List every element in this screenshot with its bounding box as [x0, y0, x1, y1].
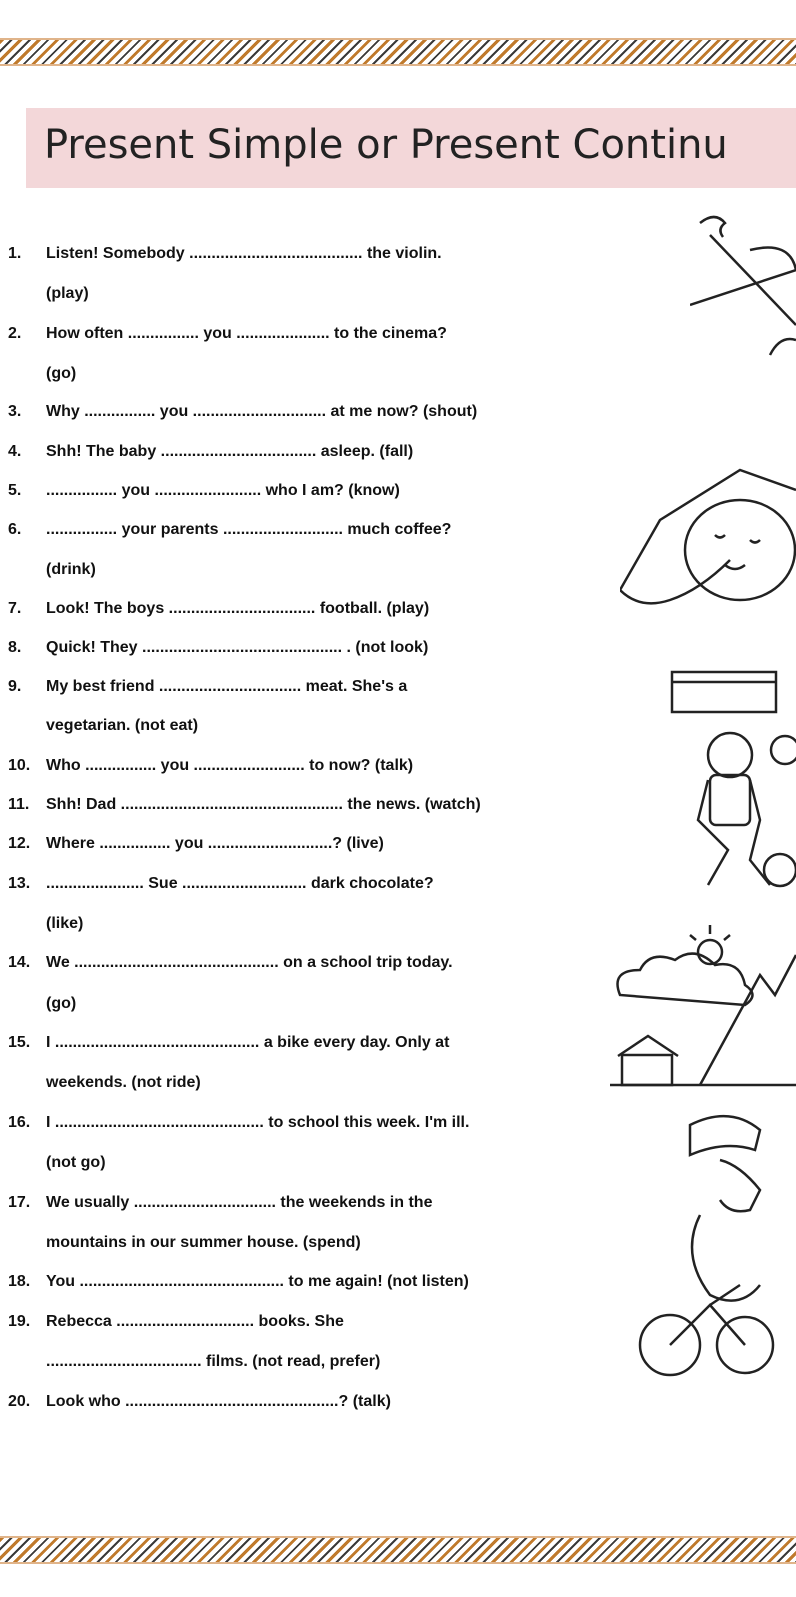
exercise-item [8, 793, 481, 817]
football-boys-illustration [670, 670, 796, 900]
item-number: 2. [8, 325, 22, 342]
item-text: I [46, 1034, 55, 1051]
item-number: 14. [8, 954, 31, 971]
item-number: 8. [8, 639, 22, 656]
exercise-item [8, 440, 413, 464]
sleeping-baby-illustration [620, 440, 796, 650]
exercise-item [8, 597, 429, 621]
violin-illustration [690, 205, 796, 375]
exercise-item [8, 1390, 391, 1414]
item-continuation: vegetarian. (not eat) [46, 717, 199, 734]
item-number: 3. [8, 403, 22, 420]
decorative-border-bottom [0, 1536, 796, 1564]
item-continuation: (play) [46, 285, 89, 302]
item-text: ................ you ......................... to now? (talk) [85, 757, 414, 774]
item-number: 1. [8, 245, 22, 262]
exercise-item [8, 754, 413, 778]
item-text: Look! The boys [46, 600, 169, 617]
item-text: ............................ dark chocolate? [182, 875, 434, 892]
exercise-item [8, 1310, 344, 1334]
item-text: ................ you .............................. at me now? (shout) [84, 403, 478, 420]
exercise-item [8, 1031, 449, 1055]
item-number: 19. [8, 1313, 31, 1330]
item-text: You [46, 1273, 80, 1290]
item-number: 6. [8, 521, 22, 538]
exercise-item [8, 322, 447, 346]
item-number: 17. [8, 1194, 31, 1211]
exercise-item [8, 1111, 469, 1135]
item-text: .............................................. on a school trip today. [74, 954, 453, 971]
exercise-item [8, 242, 442, 266]
exercise-item [8, 1191, 432, 1215]
mountain-trip-illustration [610, 920, 796, 1090]
item-text: ................ your parents [46, 521, 223, 538]
item-text: ................................ the weekends in the [133, 1194, 433, 1211]
exercise-item [8, 400, 477, 424]
exercise-item [8, 636, 428, 660]
item-text: Listen! Somebody [46, 245, 190, 262]
item-text: ............................................. . (not look) [142, 639, 429, 656]
item-text: Look who [46, 1393, 126, 1410]
item-number: 20. [8, 1393, 31, 1410]
decorative-border-top [0, 38, 796, 66]
item-text: ...................... Sue [46, 875, 183, 892]
item-continuation: weekends. (not ride) [46, 1074, 201, 1091]
item-text: How often [46, 325, 128, 342]
exercise-item [8, 1270, 469, 1294]
item-number: 12. [8, 835, 31, 852]
item-text: We [46, 954, 75, 971]
item-text: Shh! Dad [46, 796, 121, 813]
item-text: .................................................. the news. (watch) [120, 796, 481, 813]
item-text: ................................... asleep. (fall) [160, 443, 414, 460]
item-number: 4. [8, 443, 22, 460]
item-text: ................ you ............................? (live) [99, 835, 384, 852]
item-text: ................................................? (talk) [125, 1393, 391, 1410]
item-number: 18. [8, 1273, 31, 1290]
item-text: Quick! They [46, 639, 143, 656]
item-text: Why [46, 403, 85, 420]
item-text: We usually [46, 1194, 134, 1211]
item-number: 13. [8, 875, 31, 892]
item-text: .............................................. a bike every day. Only at [54, 1034, 450, 1051]
item-continuation: (like) [46, 915, 84, 932]
item-text: ................................. football. (play) [168, 600, 430, 617]
item-text: My best friend [46, 678, 159, 695]
title-banner [26, 108, 796, 188]
item-continuation: ................................... films. (not read, prefer) [46, 1353, 381, 1370]
item-number: 10. [8, 757, 31, 774]
item-text: .............................................. to me again! (not listen) [79, 1273, 469, 1290]
item-text: Shh! The baby [46, 443, 161, 460]
exercise-item [8, 518, 451, 542]
item-text: ................ you [46, 482, 155, 499]
item-continuation: (go) [46, 365, 77, 382]
item-number: 9. [8, 678, 22, 695]
cyclist-illustration [620, 1105, 796, 1390]
item-continuation: (drink) [46, 561, 96, 578]
item-text: ................ you ..................... to the cinema? [127, 325, 447, 342]
exercise-item [8, 479, 400, 503]
item-text: ........................... much coffee? [222, 521, 452, 538]
item-text: Who [46, 757, 86, 774]
item-number: 11. [8, 796, 30, 813]
item-text: ............................... books. She [116, 1313, 344, 1330]
item-text: Where [46, 835, 100, 852]
item-text: Rebecca [46, 1313, 117, 1330]
exercise-item [8, 832, 384, 856]
item-number: 15. [8, 1034, 31, 1051]
item-text: I [46, 1114, 55, 1131]
item-continuation: (go) [46, 995, 77, 1012]
exercise-item [8, 675, 407, 699]
item-text: ........................ who I am? (know) [154, 482, 400, 499]
item-number: 7. [8, 600, 22, 617]
item-text: ............................................... to school this week. I'm ill. [54, 1114, 470, 1131]
item-number: 5. [8, 482, 22, 499]
item-number: 16. [8, 1114, 31, 1131]
exercise-item [8, 872, 434, 896]
item-continuation: (not go) [46, 1154, 106, 1171]
exercise-item [8, 951, 453, 975]
item-text: ....................................... the violin. [189, 245, 442, 262]
item-text: ................................ meat. She's a [158, 678, 408, 695]
item-continuation: mountains in our summer house. (spend) [46, 1234, 361, 1251]
page-title: Present Simple or Present Continu [44, 122, 728, 168]
